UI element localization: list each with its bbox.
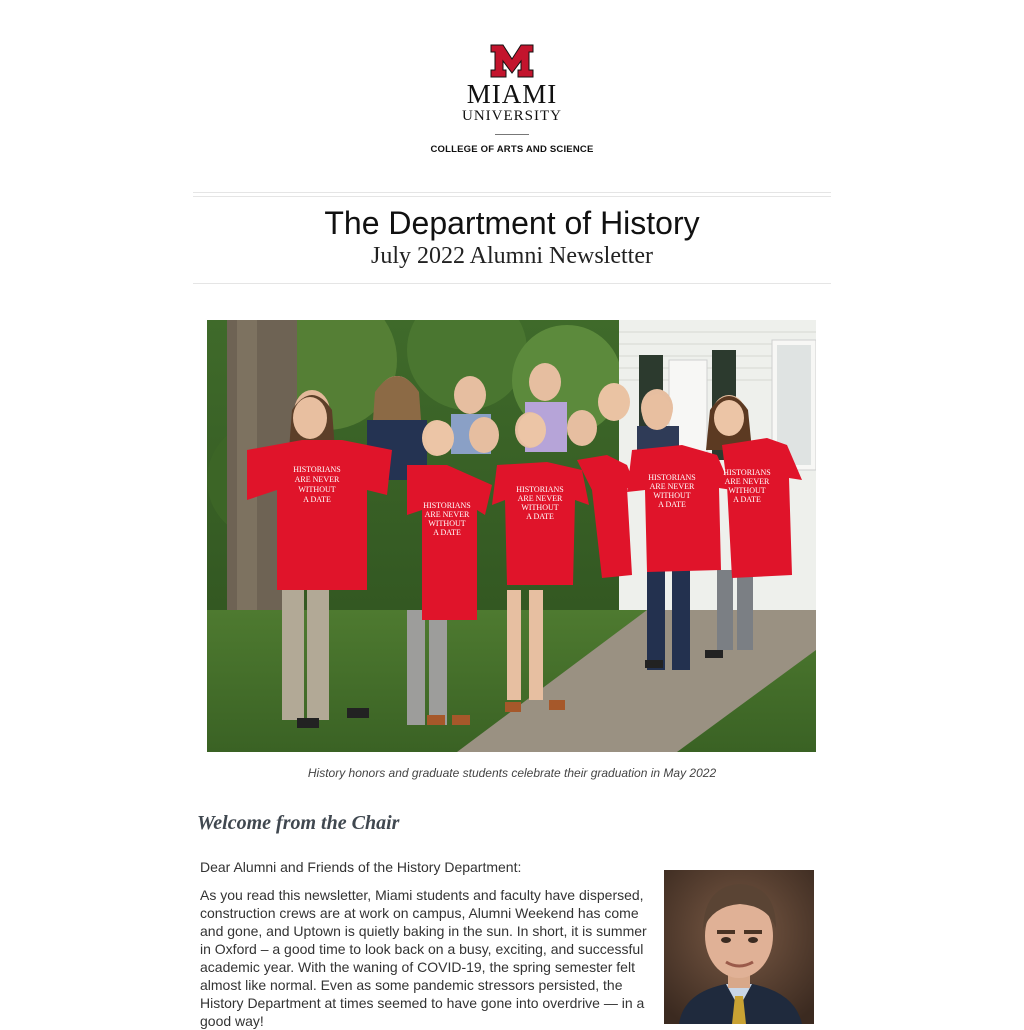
shirt-text-line: A DATE [303,495,331,504]
shirt-text-line: HISTORIANS [423,501,471,510]
college-name: COLLEGE OF ARTS AND SCIENCE [430,144,594,155]
shirt-text-line: WITHOUT [653,491,691,500]
miami-m-logo-icon [490,44,534,78]
shirt-text-line: ARE NEVER [649,482,695,491]
photo-caption: History honors and graduate students celebrate their graduation in May 2022 [307,766,717,780]
shirt-text-line: WITHOUT [728,486,766,495]
shirt-text-line: A DATE [526,512,554,521]
letter-paragraph: As you read this newsletter, Miami students and faculty have dispersed, construction crews are at work on campus, Alumni Weekend has come and gone, and Uptown is quietly baking in the sun. In short, it is summer in Oxford – a good time to look back on a busy, exciting, and successful academic year. With the waning of COVID-19, the spring semester felt almost like normal. Even as some pandemic stressors persisted, the History Department at times seemed to have gone into overdrive — in a good way! [200,887,647,1029]
logo-divider [495,134,529,135]
shirt-text-line: ARE NEVER [294,475,340,484]
shirt-text-line: WITHOUT [298,485,336,494]
shirt-text-line: HISTORIANS [516,485,564,494]
chair-portrait [664,870,814,1024]
logo-wordmark-university: UNIVERSITY [462,108,562,124]
newsletter-title: The Department of History [324,205,700,241]
newsletter-subtitle: July 2022 Alumni Newsletter [371,243,653,269]
logo-wordmark-miami: MIAMI [466,79,558,109]
header-divider [193,192,831,193]
shirt-text-line: A DATE [658,500,686,509]
letter-greeting: Dear Alumni and Friends of the History Department: [200,859,522,875]
shirt-text-line: ARE NEVER [517,494,563,503]
shirt-text-line: HISTORIANS [723,468,771,477]
shirt-text-line: WITHOUT [521,503,559,512]
shirt-text-line: A DATE [733,495,761,504]
shirt-text-line: ARE NEVER [424,510,470,519]
section-heading-welcome: Welcome from the Chair [197,812,400,834]
shirt-text-line: A DATE [433,528,461,537]
shirt-text-line: HISTORIANS [648,473,696,482]
header-divider-2 [193,196,831,197]
miami-university-logo [0,44,1024,155]
graduation-photo [207,320,816,752]
shirt-text-line: ARE NEVER [724,477,770,486]
shirt-text-line: WITHOUT [428,519,466,528]
title-divider [193,283,831,284]
shirt-text-line: HISTORIANS [293,465,341,474]
